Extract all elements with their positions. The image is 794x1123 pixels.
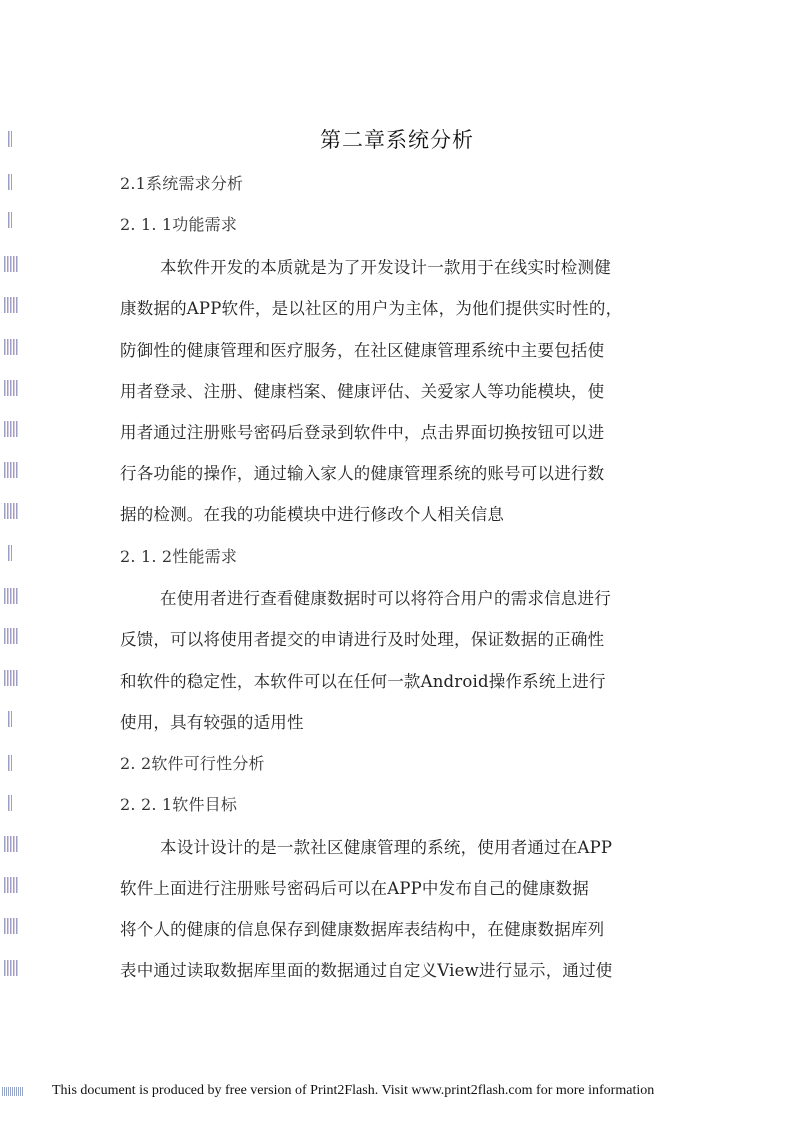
margin-mark <box>4 339 18 355</box>
margin-mark <box>8 795 12 811</box>
paragraph-line: 防御性的健康管理和医疗服务，在社区健康管理系统中主要包括使 <box>120 341 605 360</box>
margin-mark <box>8 212 12 228</box>
paragraph-line: 使用，具有较强的适用性 <box>120 713 304 732</box>
paragraph-line: 表中通过读取数据库里面的数据通过自定义View进行显示，通过使 <box>120 961 613 980</box>
margin-mark <box>4 256 18 272</box>
paragraph-line: 在使用者进行查看健康数据时可以将符合用户的需求信息进行 <box>160 589 611 608</box>
paragraph-line: 和软件的稳定性，本软件可以在任何一款Android操作系统上进行 <box>120 672 606 691</box>
margin-mark <box>4 918 18 934</box>
margin-mark <box>4 297 18 313</box>
margin-mark <box>4 877 18 893</box>
section-heading: 2.1系统需求分析 <box>120 174 244 193</box>
margin-mark <box>4 421 18 437</box>
margin-mark <box>4 960 18 976</box>
paragraph-line: 用者通过注册账号密码后登录到软件中，点击界面切换按钮可以进 <box>120 423 605 442</box>
margin-mark <box>8 131 12 147</box>
paragraph-line: 据的检测。在我的功能模块中进行修改个人相关信息 <box>120 505 505 524</box>
paragraph-line: 本设计设计的是一款社区健康管理的系统，使用者通过在APP <box>160 838 613 857</box>
paragraph-line: 将个人的健康的信息保存到健康数据库表结构中，在健康数据库列 <box>120 920 605 939</box>
footer-notice: This document is produced by free version of Print2Flash. Visit www.print2flash.com for more information <box>52 1083 655 1098</box>
margin-mark <box>4 503 18 519</box>
margin-mark <box>4 670 18 686</box>
margin-mark <box>8 711 12 727</box>
margin-mark <box>8 755 12 771</box>
margin-mark <box>4 462 18 478</box>
subsection-heading: 2. 2. 1软件目标 <box>120 795 238 814</box>
margin-mark <box>4 380 18 396</box>
paragraph-line: 行各功能的操作，通过输入家人的健康管理系统的账号可以进行数 <box>120 464 605 483</box>
paragraph-line: 本软件开发的本质就是为了开发设计一款用于在线实时检测健 <box>160 258 611 277</box>
margin-mark <box>8 174 12 190</box>
paragraph-line: 用者登录、注册、健康档案、健康评估、关爱家人等功能模块，使 <box>120 382 605 401</box>
margin-mark <box>8 545 12 561</box>
paragraph-line: 软件上面进行注册账号密码后可以在APP中发布自己的健康数据 <box>120 879 589 898</box>
margin-mark <box>4 628 18 644</box>
paragraph-line: 康数据的APP软件，是以社区的用户为主体，为他们提供实时性的， <box>120 299 623 318</box>
margin-mark <box>4 836 18 852</box>
chapter-title: 第二章系统分析 <box>320 128 474 152</box>
paragraph-line: 反馈，可以将使用者提交的申请进行及时处理，保证数据的正确性 <box>120 630 605 649</box>
margin-mark <box>4 588 18 604</box>
subsection-heading: 2. 1. 1功能需求 <box>120 215 238 234</box>
footer-mark <box>2 1087 24 1096</box>
subsection-heading: 2. 1. 2性能需求 <box>120 547 238 566</box>
section-heading: 2. 2软件可行性分析 <box>120 754 265 773</box>
